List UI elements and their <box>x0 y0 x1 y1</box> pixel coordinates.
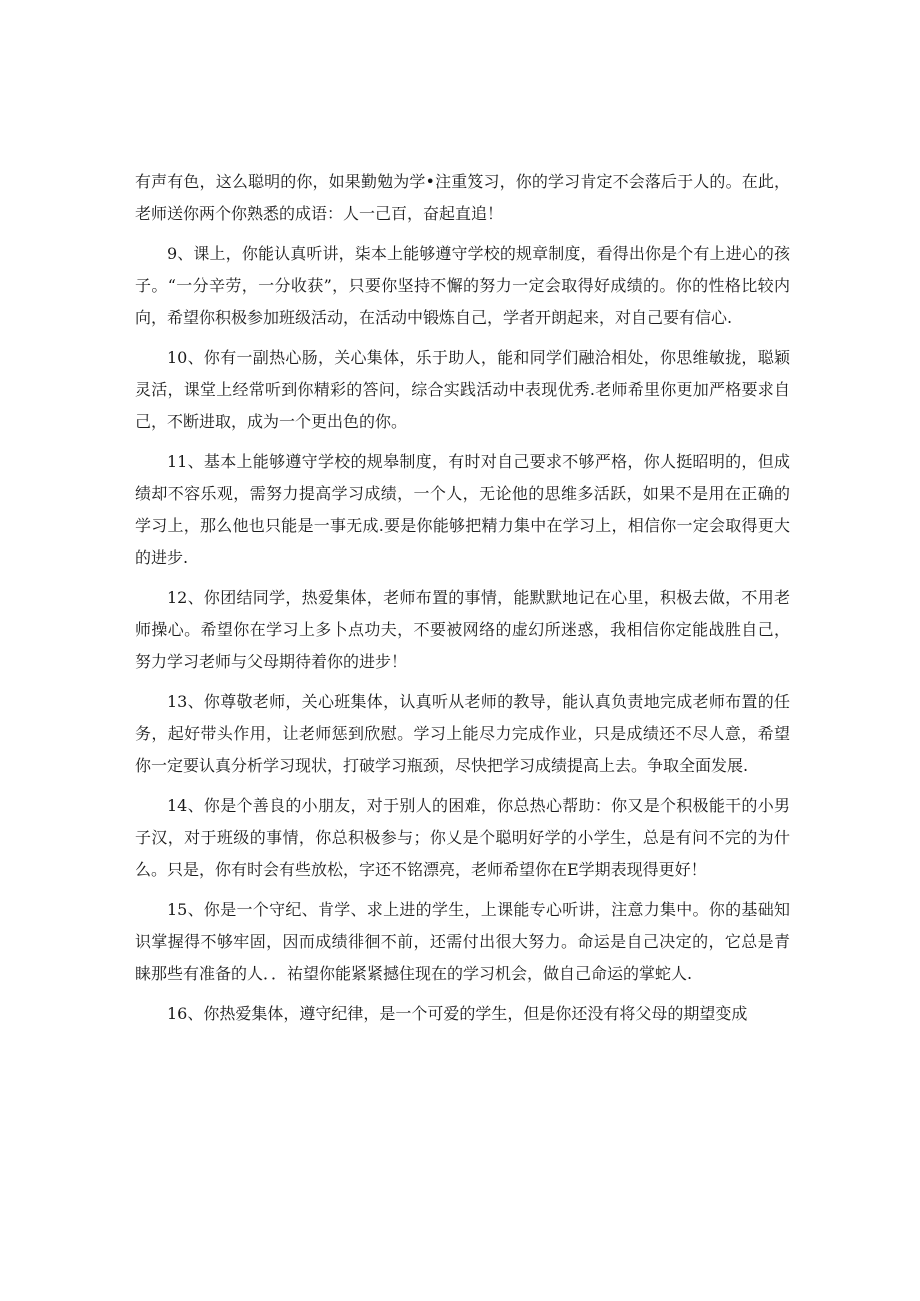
paragraph-comment-10: 10、你有一副热心肠，关心集体，乐于助人，能和同学们融洽相处，你思维敏拢，聪颖灵活，课堂上经常听到你精彩的答问，综合实践活动中表现优秀.老师希里你更加严格要求自己，不断进取，成为一个更出色的你。 <box>135 348 790 431</box>
paragraph-comment-15: 15、你是一个守纪、肯学、求上进的学生，上课能专心听讲，注意力集中。你的基础知识掌握得不够牢固，因而成绩徘徊不前，还需付出很大努力。命运是自己决定的，它总是青睐那些有准备的人．．祐望你能紧紧撼住现在的学习机会，做自己命运的掌蛇人. <box>135 900 790 983</box>
paragraph-comment-14: 14、你是个善良的小朋友，对于别人的困难，你总热心帮助：你又是个积极能干的小男子汉，对于班级的事情，你总积极参与；你乂是个聪明好学的小学生，总是有问不完的为什么。只是，你有时会有些放松，字还不铭漂亮，老师希望你在E学期表现得更好！ <box>135 796 790 879</box>
paragraph-comment-16: 16、你热爱集体，遵守纪律，是一个可爱的学生，但是你还没有将父母的期望变成 <box>167 1004 748 1023</box>
paragraph-comment-9: 9、课上，你能认真听讲，柒本上能够遵守学校的规章制度，看得出你是个有上进心的孩子。“一分辛劳，一分收获”，只要你坚持不懈的努力一定会取得好成绩的。你的性格比较内向，希望你积极参加班级活动，在活动中锻炼自己，学者开朗起来，对自己要有信心. <box>135 244 790 327</box>
paragraph-continuation: 有声有色，这么聪明的你，如果勤勉为学•注重笈习，你的学习肯定不会落后于人的。在此，老师送你两个你熟悉的成语：人一己百，奋起直追！ <box>135 172 790 223</box>
paragraph-comment-11: 11、基本上能够遵守学校的规皋制度，有时对自己要求不够严格，你人挺昭明的，但成绩却不容乐观，需努力提高学习成绩，一个人，无论他的思维多活跃，如果不是用在正确的学习上，那么他也只能是一事无成.要是你能够把精力集中在学习上，相信你一定会取得更大的进步. <box>135 452 790 567</box>
paragraph-comment-13: 13、你尊敬老师，关心班集体，认真听从老师的教导，能认真负责地完成老师布置的任务，起好带头作用，让老师惩到欣慰。学习上能尽力完成作业，只是成绩还不尽人意，希望你一定要认真分析学习现状，打破学习瓶颈，尽快把学习成绩提高上去。争取全面发展. <box>135 692 790 775</box>
paragraph-comment-12: 12、你团结同学，热爱集体，老师布置的事情，能默默地记在心里，积极去做，不用老师操心。希望你在学习上多卜点功夫，不要被网络的虚幻所迷惑，我相信你定能战胜自己，努力学习老师与父母期待着你的进步！ <box>135 588 790 671</box>
document-body <box>135 166 790 1038</box>
